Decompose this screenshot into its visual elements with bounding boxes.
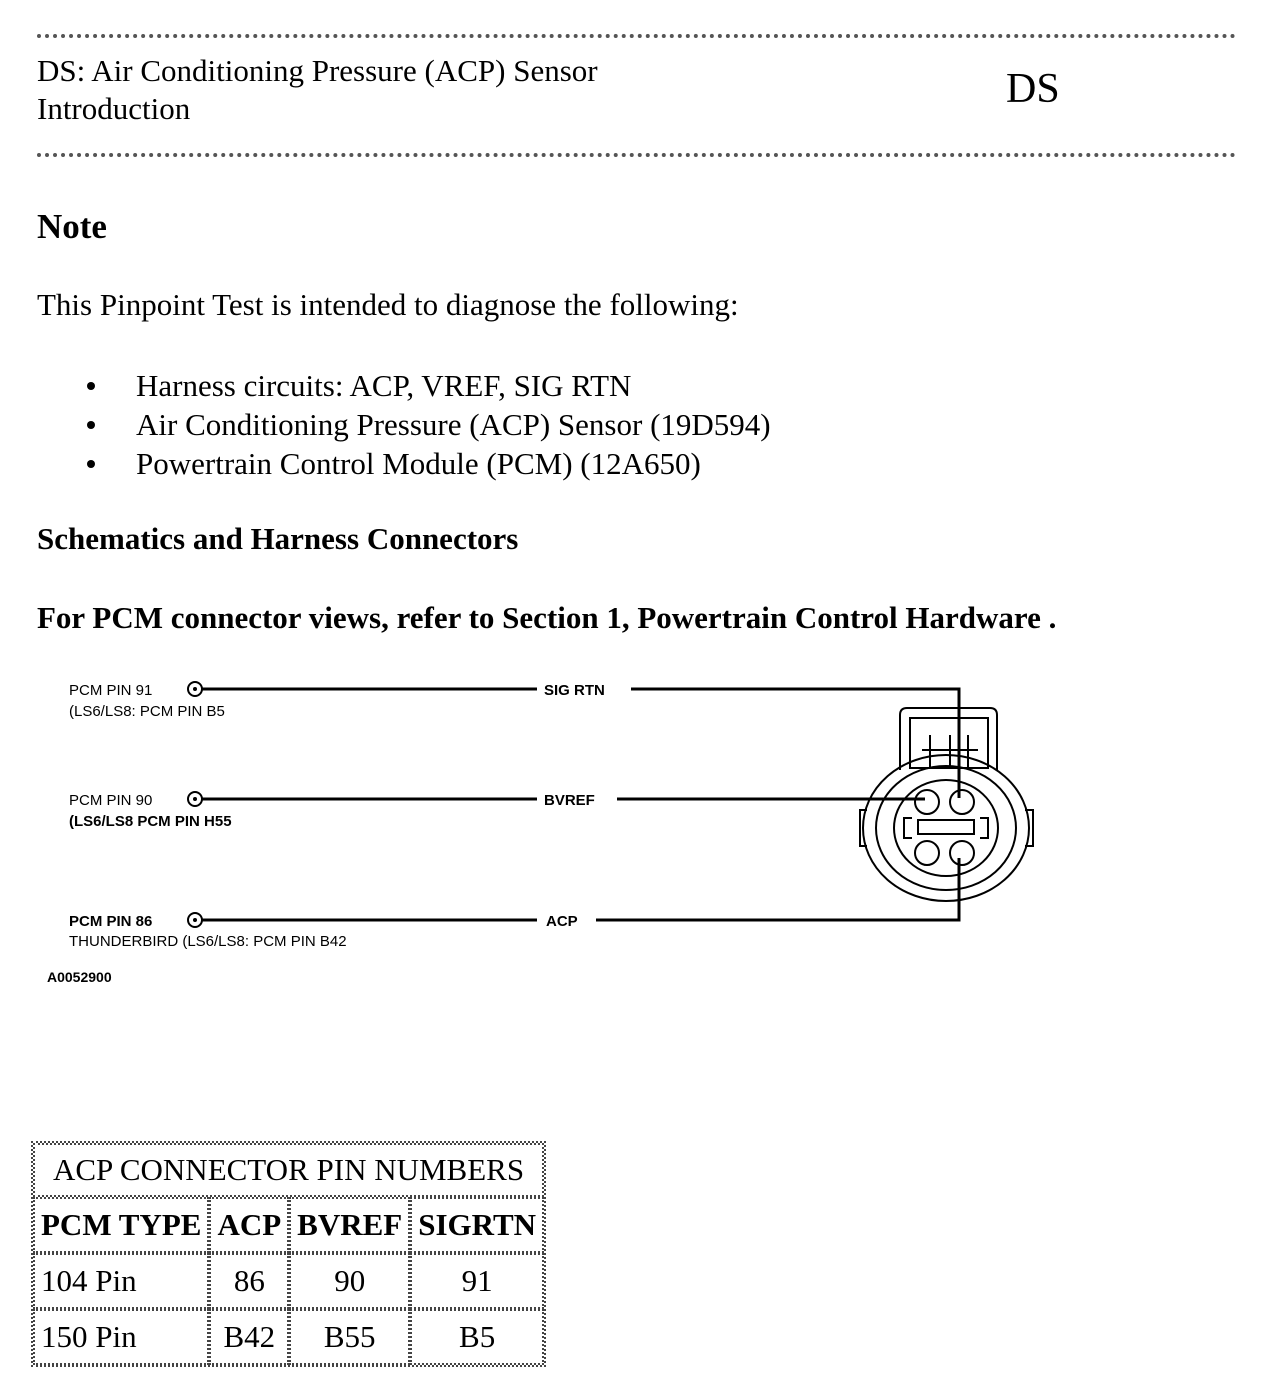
table-row [33, 1309, 544, 1365]
pcm-reference-text: For PCM connector views, refer to Section 1, Powertrain Control Hardware . [37, 600, 1057, 635]
pin-label-sig-rtn: PCM PIN 91 [69, 682, 153, 699]
circuit-label-acp: ACP [546, 913, 578, 930]
pin-label-acp: PCM PIN 86 [69, 913, 153, 930]
section-code: DS [1006, 66, 1060, 112]
figure-id: A0052900 [47, 969, 112, 985]
table-cell: 91 [410, 1253, 544, 1309]
wiring-schematic [0, 660, 1264, 1000]
circuit-label-sig-rtn: SIG RTN [544, 682, 605, 699]
acp-pin-table [31, 1141, 546, 1367]
table-row [33, 1253, 544, 1309]
wire-acp-right [596, 858, 959, 920]
column-header: BVREF [289, 1197, 410, 1253]
header-top-rule [37, 34, 1236, 38]
list-item-text: Harness circuits: ACP, VREF, SIG RTN [136, 368, 632, 403]
list-item-text: Powertrain Control Module (PCM) (12A650) [136, 446, 701, 481]
table-cell: 86 [209, 1253, 289, 1309]
acp-connector-icon [860, 708, 1033, 901]
page-title-line-2: Introduction [37, 91, 191, 126]
intro-text: This Pinpoint Test is intended to diagnose the following: [37, 287, 739, 322]
note-heading: Note [37, 207, 107, 246]
list-item [37, 405, 771, 444]
column-header: SIGRTN [410, 1197, 544, 1253]
table-cell: 104 Pin [33, 1253, 209, 1309]
page-title [37, 52, 598, 128]
circuit-label-bvref: BVREF [544, 792, 595, 809]
terminal-dot-icon [193, 797, 197, 801]
list-item-text: Air Conditioning Pressure (ACP) Sensor (19D594) [136, 407, 771, 442]
table-cell: B42 [209, 1309, 289, 1365]
table-caption: ACP CONNECTOR PIN NUMBERS [33, 1143, 544, 1197]
terminal-dot-icon [193, 687, 197, 691]
table-cell: B5 [410, 1309, 544, 1365]
list-item [37, 444, 771, 483]
schematics-heading: Schematics and Harness Connectors [37, 521, 519, 556]
bullet-icon [87, 421, 95, 429]
sub-label-sig-rtn: (LS6/LS8: PCM PIN B5 [69, 703, 225, 720]
diagnose-list [37, 366, 771, 483]
table-cell: 150 Pin [33, 1309, 209, 1365]
column-header: ACP [209, 1197, 289, 1253]
terminal-dot-icon [193, 918, 197, 922]
sub-label-acp: THUNDERBIRD (LS6/LS8: PCM PIN B42 [69, 933, 347, 950]
header-bottom-rule [37, 153, 1236, 157]
page-title-line-1: DS: Air Conditioning Pressure (ACP) Sensor [37, 53, 598, 88]
table-header-row [33, 1197, 544, 1253]
table-cell: B55 [289, 1309, 410, 1365]
bullet-icon [87, 460, 95, 468]
sub-label-bvref: (LS6/LS8 PCM PIN H55 [69, 813, 232, 830]
bullet-icon [87, 382, 95, 390]
list-item [37, 366, 771, 405]
table-cell: 90 [289, 1253, 410, 1309]
column-header: PCM TYPE [33, 1197, 209, 1253]
pin-label-bvref: PCM PIN 90 [69, 792, 153, 809]
